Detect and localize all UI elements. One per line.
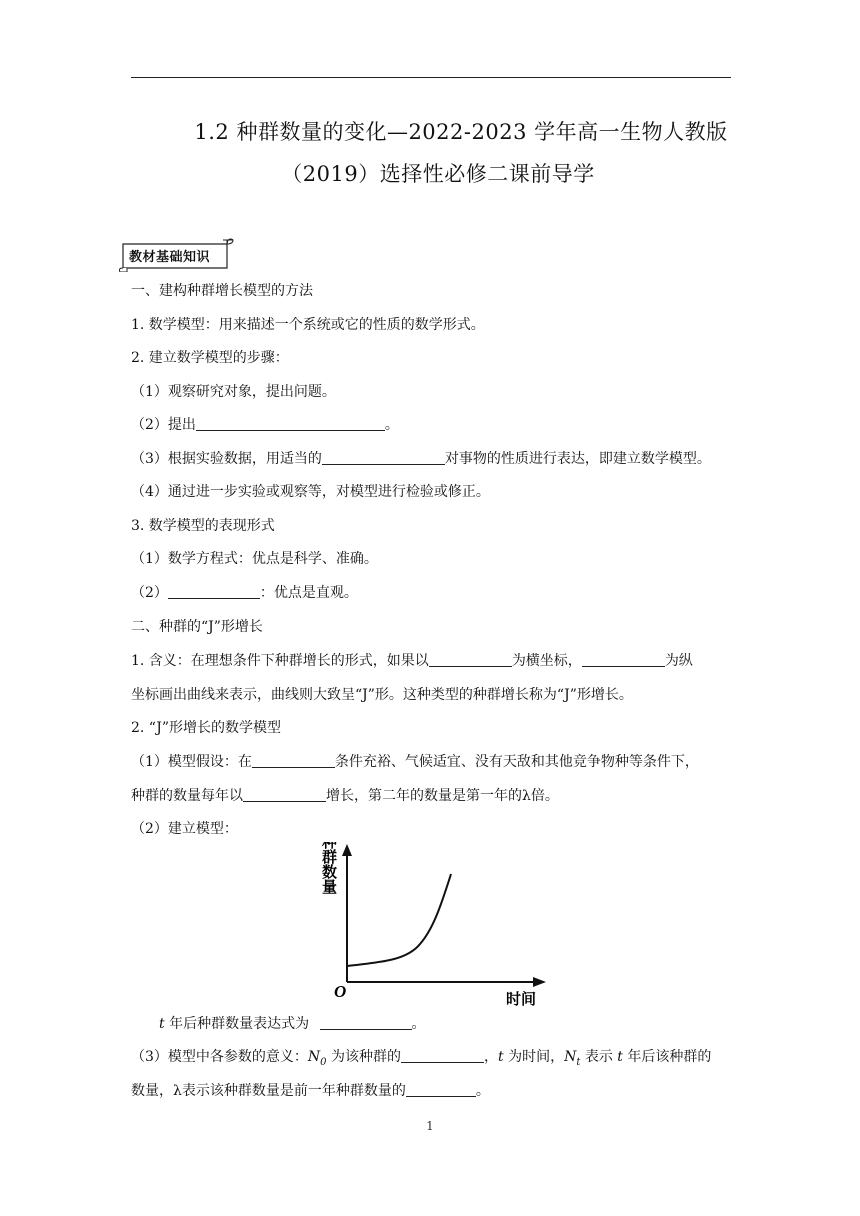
parameters-prefix: （3）模型中各参数的意义： (131, 1049, 308, 1065)
step-1: （1）观察研究对象，提出问题。 (131, 384, 336, 400)
definition-line-1 (131, 651, 693, 671)
form-2 (131, 583, 358, 603)
parameters-line-2 (131, 1081, 490, 1101)
fill-blank[interactable] (168, 584, 260, 599)
definition-prefix: 1. 含义：在理想条件下种群增长的形式，如果以 (131, 653, 429, 669)
y-axis-label: 种群数量 (320, 842, 338, 894)
j-curve-figure (316, 842, 548, 1012)
model-heading: 2. “J”形增长的数学模型 (131, 720, 282, 736)
y-axis-arrow-icon (342, 844, 352, 856)
param-nt-sub: t (576, 1056, 581, 1068)
assumption-line-1 (131, 752, 699, 772)
fill-blank[interactable] (196, 416, 385, 431)
param-n0-sub: 0 (320, 1056, 327, 1068)
section-2-heading: 二、种群的“J”形增长 (131, 619, 263, 635)
param-t: t (498, 1049, 504, 1065)
fill-blank[interactable] (401, 1048, 484, 1063)
origin-label: O (334, 982, 347, 1001)
document-title-line-2: （2019）选择性必修二课前导学 (281, 162, 595, 186)
section-label-text: 教材基础知识 (129, 250, 211, 265)
assumption-line-2 (131, 786, 559, 806)
definition-suffix: 为纵 (664, 653, 693, 669)
x-axis-arrow-icon (533, 977, 546, 987)
page-number: 1 (426, 1119, 434, 1133)
step-2-suffix: 。 (384, 417, 399, 433)
parameters-line-1 (131, 1047, 711, 1073)
assumption-line-2-prefix: 种群的数量每年以 (131, 788, 243, 804)
j-curve-line (347, 874, 451, 966)
param-t2: t (617, 1049, 623, 1065)
definition-line-2: 坐标画出曲线来表示，曲线则大致呈“J”形。这种类型的种群增长称为“J”形增长。 (131, 687, 633, 703)
assumption-prefix: （1）模型假设：在 (131, 754, 252, 770)
definition-mid: 为横坐标， (511, 653, 582, 669)
step-2 (131, 415, 399, 435)
form-2-prefix: （2） (131, 585, 168, 601)
form-1: （1）数学方程式：优点是科学、准确。 (131, 551, 378, 567)
expression-t: t (159, 1016, 165, 1032)
param-t-pre: ， (484, 1049, 498, 1065)
paragraph-model-forms: 3. 数学模型的表现形式 (131, 518, 275, 534)
param-nt: N (564, 1049, 577, 1065)
assumption-line-2-suffix: 增长，第二年的数量是第一年的λ倍。 (326, 788, 559, 804)
fill-blank[interactable] (322, 450, 445, 465)
section-1-heading: 一、建构种群增长模型的方法 (131, 283, 313, 299)
parameters-line-2-suffix: 。 (475, 1083, 490, 1099)
fill-blank[interactable] (252, 753, 335, 768)
fill-blank[interactable] (243, 787, 326, 802)
fill-blank[interactable] (406, 1082, 476, 1097)
param-nt-text: 表示 (580, 1049, 618, 1065)
step-3-suffix: 对事物的性质进行表达，即建立数学模型。 (444, 451, 711, 467)
fill-blank[interactable] (320, 1015, 412, 1030)
step-3 (131, 449, 711, 469)
step-3-prefix: （3）根据实验数据，用适当的 (131, 451, 322, 467)
fill-blank[interactable] (429, 652, 512, 667)
document-title-line-1: 1.2 种群数量的变化—2022-2023 学年高一生物人教版 (194, 120, 728, 144)
expression-line (159, 1014, 426, 1034)
section-label-scroll (119, 238, 233, 270)
assumption-suffix: 条件充裕、气候适宜、没有天敌和其他竞争物种等条件下， (334, 754, 699, 770)
form-2-suffix: ：优点是直观。 (259, 585, 358, 601)
step-2-prefix: （2）提出 (131, 417, 196, 433)
expression-text: 年后种群数量表达式为 (164, 1016, 314, 1032)
param-t-text: 为时间， (503, 1049, 565, 1065)
step-4: （4）通过进一步实验或观察等，对模型进行检验或修正。 (131, 484, 490, 500)
param-n0-text: 为该种群的 (326, 1049, 401, 1065)
x-axis-label: 时间 (505, 990, 537, 1008)
paragraph-math-model: 1. 数学模型：用来描述一个系统或它的性质的数学形式。 (131, 317, 485, 333)
parameters-line-2-prefix: 数量，λ表示该种群数量是前一年种群数量的 (131, 1083, 406, 1099)
header-rule (131, 77, 731, 78)
build-model-label: （2）建立模型： (131, 821, 238, 837)
param-nt-text2: 年后该种群的 (622, 1049, 712, 1065)
expression-end: 。 (411, 1016, 426, 1032)
param-n0: N (307, 1049, 321, 1065)
paragraph-steps-heading: 2. 建立数学模型的步骤： (131, 350, 289, 366)
fill-blank[interactable] (582, 652, 665, 667)
j-curve-graph (316, 842, 548, 1012)
